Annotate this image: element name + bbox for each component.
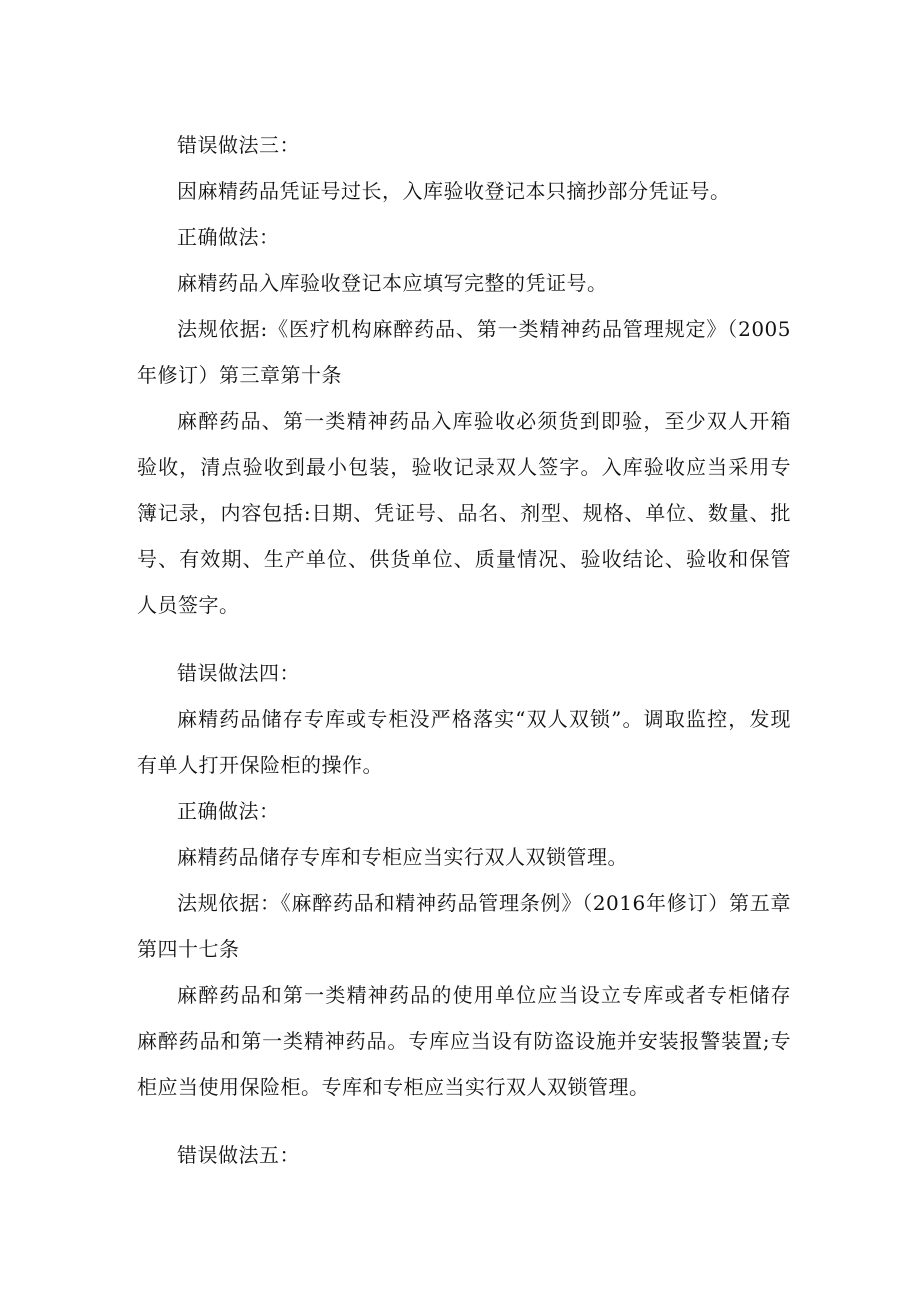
heading-correct-practice: 正确做法： — [177, 799, 280, 823]
heading-wrong-practice-4: 错误做法四： — [177, 661, 300, 685]
paragraph-wrong-practice-4-description: 麻精药品储存专库或专柜没严格落实“双人双锁”。调取监控，发现有单人打开保险柜的操作。 — [137, 707, 791, 777]
heading-wrong-practice-5: 错误做法五： — [177, 1143, 300, 1167]
paragraph-correct-practice-description: 麻精药品储存专库和专柜应当实行双人双锁管理。 — [177, 845, 628, 869]
section-gap — [137, 1110, 791, 1132]
paragraph-legal-basis: 法规依据:《医疗机构麻醉药品、第一类精神药品管理规定》（2005年修订）第三章第十条 — [137, 317, 791, 387]
paragraph-legal-text: 麻醉药品、第一类精神药品入库验收必须货到即验，至少双人开箱验收，清点验收到最小包装，验收记录双人签字。入库验收应当采用专簿记录，内容包括:日期、凭证号、品名、剂型、规格、单位、数量、批号、有效期、生产单位、供货单位、质量情况、验收结论、验收和保管人员签字。 — [137, 409, 791, 617]
heading-wrong-practice-3: 错误做法三： — [177, 133, 300, 157]
paragraph-correct-practice-description: 麻精药品入库验收登记本应填写完整的凭证号。 — [177, 271, 608, 295]
section-gap — [137, 628, 791, 650]
paragraph-legal-basis: 法规依据：《麻醉药品和精神药品管理条例》（2016年修订）第五章第四十七条 — [137, 891, 791, 961]
document-body — [137, 122, 791, 1178]
paragraph-legal-text: 麻醉药品和第一类精神药品的使用单位应当设立专库或者专柜储存麻醉药品和第一类精神药品。专库应当设有防盗设施并安装报警装置;专柜应当使用保险柜。专库和专柜应当实行双人双锁管理。 — [137, 983, 791, 1099]
paragraph-wrong-practice-3-description: 因麻精药品凭证号过长，入库验收登记本只摘抄部分凭证号。 — [177, 179, 731, 203]
heading-correct-practice: 正确做法： — [177, 225, 280, 249]
